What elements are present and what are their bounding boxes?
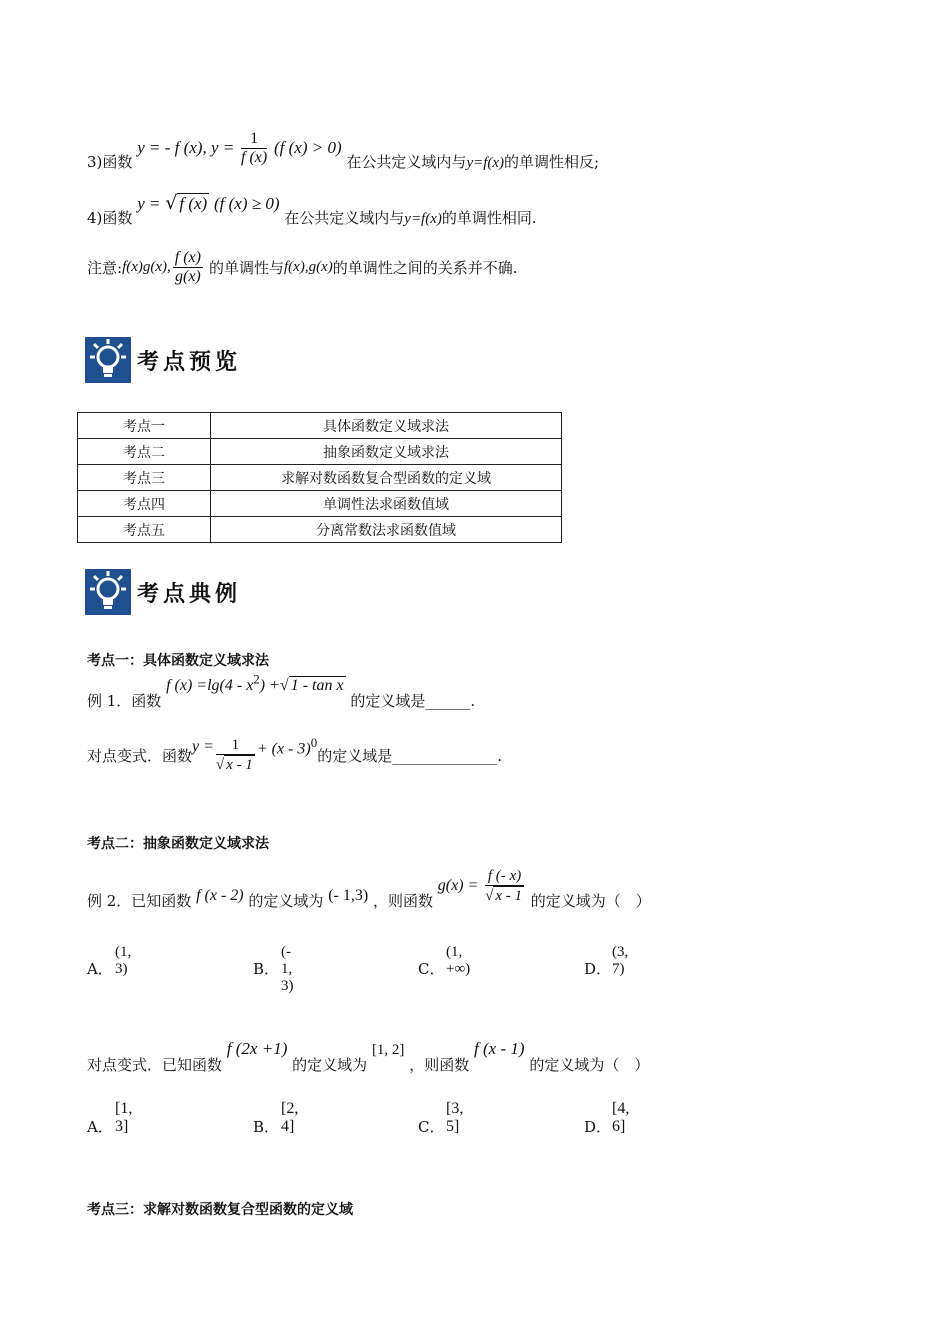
table-cell-topic: 抽象函数定义域求法 — [211, 439, 562, 465]
example-1-mid: ) + — [259, 677, 280, 695]
note-fg: f(x)g(x), — [122, 258, 171, 275]
option-label: A． — [87, 960, 113, 978]
sqrt-symbol: √ — [215, 757, 225, 773]
table-row — [78, 517, 562, 543]
table-row — [78, 439, 562, 465]
rule-3-suffix-a: 在公共定义域内与 — [346, 152, 467, 171]
variant-2 — [87, 1038, 649, 1072]
option-value: [1, 3] — [115, 1100, 133, 1135]
option-label: B． — [253, 960, 280, 978]
option-label: B． — [253, 1118, 280, 1136]
kp3-title: 考点三：求解对数函数复合型函数的定义域 — [87, 1202, 353, 1218]
table-cell-topic: 分离常数法求函数值域 — [211, 517, 562, 543]
example-2-prefix: 例 2．已知函数 — [87, 892, 192, 910]
table-row — [78, 413, 562, 439]
rule-3-fraction — [241, 130, 267, 167]
example-2-mid: 的定义域为 — [248, 892, 324, 910]
variant-2-f: f (2x +1) — [226, 1039, 288, 1058]
variant-1-plus — [257, 735, 317, 758]
option-value: [4, 6] — [612, 1100, 630, 1135]
example-2-g: g(x) = — [437, 877, 479, 894]
variant-1-den-wrap — [216, 755, 255, 774]
rule-4-yfx: y=f(x) — [404, 211, 442, 227]
rule-3-yfx: y=f(x) — [466, 154, 505, 171]
option-value: [2, 4] — [281, 1100, 299, 1135]
table-cell-kaodian: 考点三 — [78, 465, 211, 491]
rule-3-frac-den: f (x) — [241, 149, 268, 166]
example-2-f: f (x - 2) — [196, 887, 244, 904]
option-value: [3, 5] — [446, 1100, 464, 1135]
lightbulb-icon — [85, 337, 131, 383]
lightbulb-icon — [85, 569, 131, 615]
rule-4-prefix: 4)函数 — [87, 209, 133, 227]
example-1-sup: 2 — [253, 672, 260, 687]
option-value: (3, 7) — [612, 944, 629, 977]
option-label: C． — [418, 960, 445, 978]
variant-1-plus-text: + (x - 3) — [256, 740, 311, 758]
rule-4 — [87, 192, 537, 227]
table-cell-kaodian: 考点五 — [78, 517, 211, 543]
section-title: 考点典例 — [137, 580, 242, 607]
variant-2-suffix: 的定义域为（ ） — [529, 1056, 650, 1074]
variant-1 — [87, 732, 502, 778]
example-1-formula — [166, 672, 345, 695]
option-label: D． — [584, 960, 612, 978]
variant-1-fraction — [216, 736, 255, 774]
option-label: A． — [87, 1118, 113, 1136]
rule-4-condition: (f (x) ≥ 0) — [213, 194, 280, 213]
note-frac-num: f (x) — [174, 248, 201, 266]
variant-2-f2: f (x - 1) — [474, 1039, 525, 1058]
example-2-domain: (- 1,3) — [328, 887, 369, 904]
option-value: (1, 3) — [115, 944, 132, 977]
variant-1-y: y = — [192, 738, 214, 755]
option-value: (- 1, 3) — [281, 944, 294, 994]
rule-4-suffix-a: 在公共定义域内与 — [284, 209, 405, 227]
variant-1-sup: 0 — [310, 735, 318, 751]
sqrt-symbol: √ — [279, 677, 289, 695]
sqrt-symbol: √ — [165, 192, 178, 214]
note-prefix: 注意: — [87, 258, 123, 277]
rule-4-sqrt-body: f (x) — [179, 194, 208, 213]
example-2-den: x - 1 — [495, 888, 522, 904]
option-label: D． — [584, 1118, 612, 1136]
table-row — [78, 491, 562, 517]
table-row — [78, 465, 562, 491]
rule-4-suffix-b: 的单调性相同. — [441, 209, 537, 227]
variant-1-suffix: 的定义域是______________. — [317, 746, 502, 765]
variant-1-den: x - 1 — [226, 757, 253, 773]
example-2-then: ，则函数 — [372, 892, 433, 910]
note-fraction — [173, 249, 203, 286]
rule-3-prefix: 3)函数 — [87, 152, 133, 171]
kp1-title: 考点一：具体函数定义域求法 — [87, 653, 269, 669]
table-cell-topic: 求解对数函数复合型函数的定义域 — [211, 465, 562, 491]
note-fx-gx: f(x),g(x) — [284, 258, 333, 275]
example-2-suffix: 的定义域为（ ） — [530, 892, 651, 910]
variant-2-mid: 的定义域为 — [292, 1056, 368, 1074]
table-cell-topic: 单调性法求函数值域 — [211, 491, 562, 517]
rule-3-condition: (f (x) > 0) — [274, 137, 342, 157]
option-label: C． — [418, 1118, 445, 1136]
example-2-num: f (- x) — [485, 867, 524, 886]
example-1-prefix: 例 1．函数 — [87, 692, 162, 711]
section-examples — [85, 568, 241, 616]
example-2-fraction — [485, 867, 524, 905]
rule-4-y: y = — [137, 194, 161, 213]
example-1-f: f (x) =lg(4 - x — [166, 677, 254, 695]
note-mid: 的单调性与 — [208, 258, 284, 277]
section-preview — [85, 336, 241, 384]
table-cell-topic: 具体函数定义域求法 — [211, 413, 562, 439]
rule-3-suffix-b: 的单调性相反; — [504, 152, 600, 171]
section-title: 考点预览 — [137, 348, 242, 375]
table-cell-kaodian: 考点二 — [78, 439, 211, 465]
rule-3-formula-left: y = - f (x), y = — [137, 137, 235, 157]
table-cell-kaodian: 考点四 — [78, 491, 211, 517]
sqrt-symbol: √ — [485, 888, 494, 904]
kaodian-table — [77, 412, 562, 543]
example-1-sqrt: 1 - tan x — [290, 677, 344, 695]
note — [87, 243, 518, 291]
example-2 — [87, 855, 651, 910]
variant-2-prefix: 对点变式．已知函数 — [87, 1056, 223, 1074]
variant-2-domain: [1, 2] — [371, 1042, 405, 1058]
example-1 — [87, 672, 476, 711]
table-cell-kaodian: 考点一 — [78, 413, 211, 439]
note-frac-den: g(x) — [175, 267, 201, 285]
rule-3 — [87, 118, 600, 171]
option-value: (1, +∞) — [446, 944, 471, 977]
variant-1-prefix: 对点变式．函数 — [87, 746, 193, 765]
variant-2-then: ，则函数 — [409, 1056, 470, 1074]
rule-3-frac-num: 1 — [241, 130, 267, 149]
variant-1-num: 1 — [216, 736, 255, 755]
kp2-title: 考点二：抽象函数定义域求法 — [87, 836, 269, 852]
note-suffix: 的单调性之间的关系并不确. — [332, 258, 518, 277]
example-2-den-wrap — [485, 886, 524, 905]
example-1-suffix: 的定义域是______. — [350, 692, 476, 711]
